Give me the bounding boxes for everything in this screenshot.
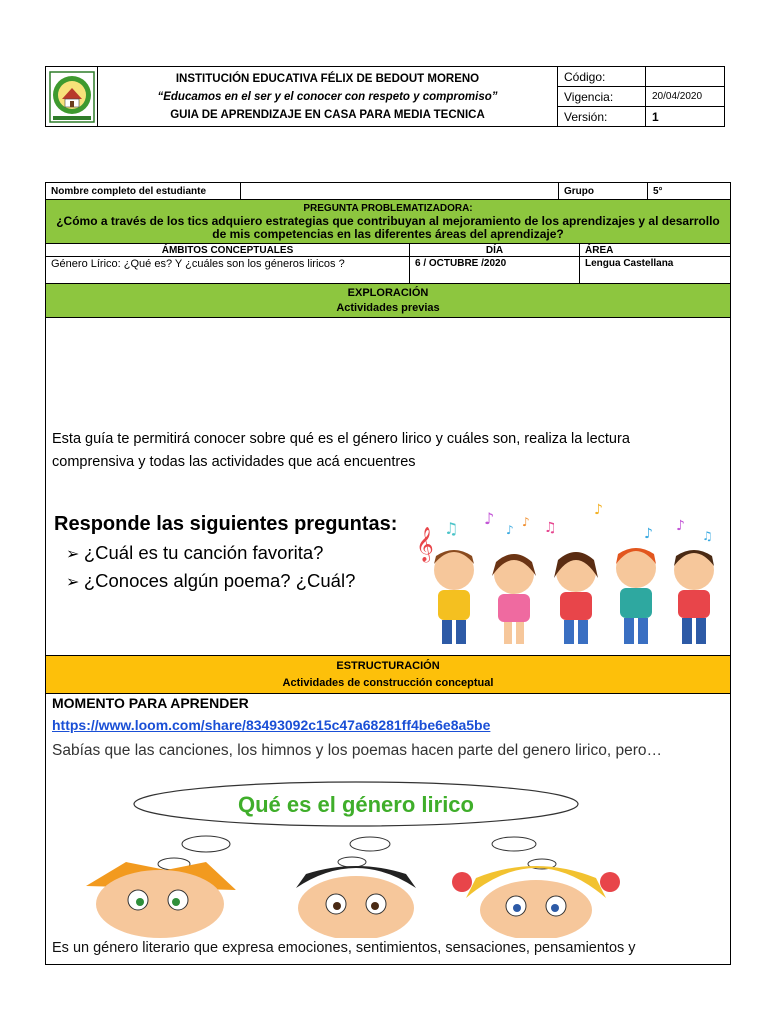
student-row bbox=[46, 183, 730, 200]
ambitos-header: ÁMBITOS CONCEPTUALES bbox=[46, 244, 410, 256]
area-header: ÁREA bbox=[585, 244, 614, 256]
loom-link[interactable]: https://www.loom.com/share/83493092c15c47a68281ff4be6e8a5be bbox=[52, 717, 491, 733]
guide-title: GUIA DE APRENDIZAJE EN CASA PARA MEDIA TECNICA bbox=[170, 108, 485, 121]
dia-value: 6 / OCTUBRE /2020 bbox=[410, 257, 580, 283]
moment-title: MOMENTO PARA APRENDER bbox=[52, 695, 249, 711]
exploracion-title: EXPLORACIÓN bbox=[347, 286, 429, 299]
exploracion-header bbox=[46, 284, 730, 318]
estructuracion-body bbox=[46, 694, 730, 964]
school-logo bbox=[46, 67, 98, 126]
estructuracion-title: ESTRUCTURACIÓN bbox=[336, 659, 440, 672]
svg-text:𝄞: 𝄞 bbox=[416, 527, 434, 562]
student-name-field[interactable] bbox=[241, 183, 559, 199]
vigencia-value: 20/04/2020 bbox=[652, 91, 703, 102]
svg-text:♪: ♪ bbox=[522, 515, 530, 529]
svg-text:♫: ♫ bbox=[544, 520, 557, 536]
header-meta bbox=[558, 67, 724, 126]
codigo-label: Código: bbox=[558, 67, 646, 86]
svg-text:♪: ♪ bbox=[506, 523, 514, 537]
ambitos-value: Género Lírico: ¿Qué es? Y ¿cuáles son los géneros liricos ? bbox=[46, 257, 410, 283]
exploracion-body bbox=[46, 318, 730, 656]
problem-question bbox=[46, 200, 730, 243]
guide-table bbox=[45, 182, 731, 965]
dia-header: DÍA bbox=[410, 244, 580, 256]
exploracion-subtitle: Actividades previas bbox=[336, 301, 440, 314]
group-value: 5° bbox=[653, 185, 663, 197]
columns-value-row bbox=[46, 257, 730, 284]
svg-text:♫: ♫ bbox=[444, 519, 459, 538]
singing-kids-illustration bbox=[414, 494, 724, 654]
institution-name: INSTITUCIÓN EDUCATIVA FÉLIX DE BEDOUT MORENO bbox=[175, 72, 480, 85]
thinking-kids-illustration bbox=[66, 778, 706, 938]
sabias-text: Sabías que las canciones, los himnos y los poemas hacen parte del genero lirico, pero… bbox=[52, 742, 663, 759]
bubble-text: Qué es el género lirico bbox=[238, 792, 474, 817]
exploracion-intro: Esta guía te permitirá conocer sobre qué es el género lirico y cuáles son, realiza la lectura comprensiva y todas las actividades que acá encuentres bbox=[52, 431, 630, 470]
vigencia-label: Vigencia: bbox=[558, 87, 646, 106]
svg-text:♪: ♪ bbox=[644, 526, 653, 542]
estructuracion-title-block bbox=[46, 656, 730, 693]
vigencia-row bbox=[558, 87, 724, 107]
columns-header-row bbox=[46, 244, 730, 257]
exploracion-title-block bbox=[46, 284, 730, 317]
header-titles bbox=[98, 67, 558, 126]
question-item: ➢ ¿Conoces algún poema? ¿Cuál? bbox=[66, 568, 355, 596]
svg-text:♪: ♪ bbox=[594, 502, 603, 518]
problem-question-row bbox=[46, 200, 730, 244]
questions-title: Responde las siguientes preguntas: bbox=[54, 513, 398, 535]
area-value: Lengua Castellana bbox=[585, 258, 674, 269]
version-value: 1 bbox=[652, 109, 659, 124]
version-label: Versión: bbox=[558, 107, 646, 126]
estructuracion-subtitle: Actividades de construcción conceptual bbox=[282, 676, 494, 689]
questions-list bbox=[66, 540, 355, 596]
institution-motto: “Educamos en el ser y el conocer con respeto y compromiso” bbox=[157, 90, 498, 103]
definition-text: Es un género literario que expresa emociones, sentimientos, sensaciones, pensamientos y bbox=[52, 940, 636, 956]
student-name-label: Nombre completo del estudiante bbox=[46, 183, 241, 199]
svg-text:♪: ♪ bbox=[676, 518, 685, 534]
codigo-value bbox=[646, 67, 724, 86]
problem-question-text: ¿Cómo a través de los tics adquiero estrategias que contribuyan al mejoramiento de los aprendizajes y al desarrollo de mis competencias en las diferentes áreas del aprendizaje? bbox=[56, 213, 720, 241]
document-header bbox=[45, 66, 725, 127]
svg-text:♫: ♫ bbox=[702, 529, 713, 543]
problem-question-title: PREGUNTA PROBLEMATIZADORA: bbox=[303, 202, 473, 214]
question-item: ➢ ¿Cuál es tu canción favorita? bbox=[66, 540, 355, 568]
estructuracion-header bbox=[46, 656, 730, 694]
codigo-row bbox=[558, 67, 724, 87]
svg-text:♪: ♪ bbox=[484, 509, 495, 528]
group-label: Grupo bbox=[559, 183, 648, 199]
version-row bbox=[558, 107, 724, 126]
